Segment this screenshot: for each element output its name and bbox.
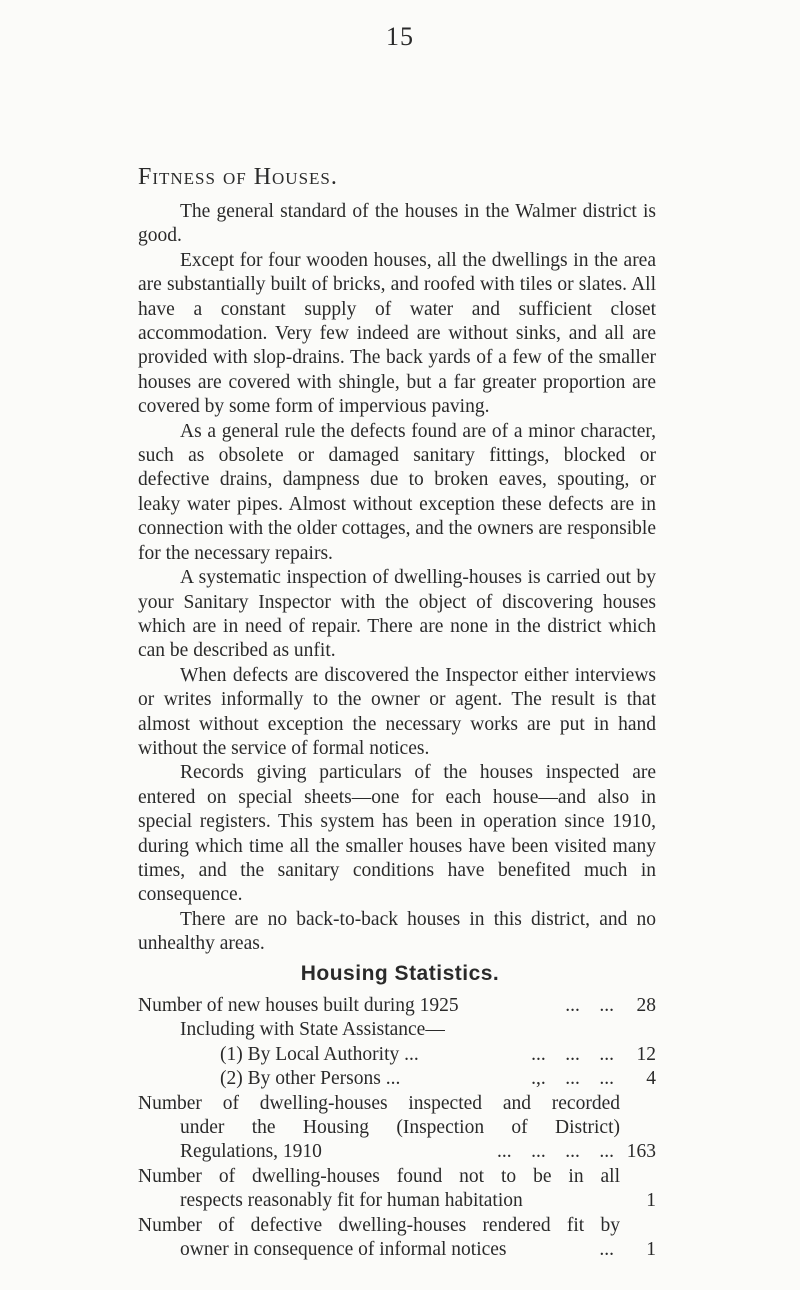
stat-line [138, 1140, 656, 1164]
stat-value: 163 [626, 1141, 656, 1163]
paragraph: When defects are discovered the Inspector either interviews or writes informally to the owner or agent. The result is that almost without exception the necessary works are put in hand without the service of formal notices. [138, 664, 656, 759]
stat-row-including [138, 1018, 656, 1042]
stat-value: 4 [646, 1068, 656, 1090]
stat-line [138, 1238, 656, 1262]
stat-value: 1 [646, 1239, 656, 1261]
paragraph: Except for four wooden houses, all the dwellings in the area are substantially built of bricks, and roofed with tiles or slates. All have a constant supply of water and sufficient closet accommodation. Very few indeed are without sinks, and all are provided with slop-drains. The back yards of a few of the smaller houses are covered with shingle, but a far greater proportion are covered by some form of impervious paving. [138, 249, 656, 418]
stat-label: Number of dwelling-houses found not to be in all [138, 1165, 620, 1187]
leader-dots: .,. ... ... [531, 1068, 614, 1090]
paragraph: There are no back-to-back houses in this district, and no unhealthy areas. [138, 908, 656, 955]
leader-dots: ... [599, 1239, 614, 1261]
stat-label: Number of dwelling-houses inspected and recorded [138, 1092, 620, 1114]
paragraph: The general standard of the houses in the Walmer district is good. [138, 201, 656, 247]
stat-line [138, 1214, 656, 1238]
stat-value: 1 [646, 1190, 656, 1212]
stat-label: (1) By Local Authority ... [220, 1043, 419, 1065]
stat-line [138, 1165, 656, 1189]
housing-statistics [138, 994, 656, 1262]
stat-line [138, 1189, 656, 1213]
stat-line [138, 1092, 656, 1116]
leader-dots: ... ... ... ... [497, 1141, 614, 1163]
paragraph: Records giving particulars of the houses inspected are entered on special sheets—one for each house—and also in special registers. This system has been in operation since 1910, during which time all the smaller houses have been visited many times, and the sanitary conditions have benefited much in consequence. [138, 762, 656, 906]
paragraph: A systematic inspection of dwelling-houses is carried out by your Sanitary Inspector with the object of discovering houses which are in need of repair. There are none in the district which can be described as unfit. [138, 567, 656, 662]
stat-label: Number of defective dwelling-houses rendered fit by [138, 1214, 620, 1236]
stat-label: (2) By other Persons ... [220, 1068, 401, 1090]
body-text [138, 200, 656, 957]
stat-label: Regulations, 1910 [180, 1141, 322, 1163]
stat-row-inspected [138, 1092, 656, 1165]
stat-value: 12 [636, 1043, 656, 1065]
page-number: 15 [386, 22, 414, 51]
paragraph: As a general rule the defects found are of a minor character, such as obsolete or damaged sanitary fittings, blocked or defective drains, dampness due to broken eaves, spouting, or leaky water pipes. Almost without exception these defects are in connection with the older cottages, and the owners are responsible for the necessary repairs. [138, 420, 656, 564]
stat-label: under the Housing (Inspection of District) [180, 1117, 620, 1139]
leader-dots: ... ... ... [531, 1043, 614, 1065]
stat-row-defective [138, 1214, 656, 1263]
stat-label: respects reasonably fit for human habitation [180, 1190, 523, 1212]
stat-label: owner in consequence of informal notices [180, 1239, 507, 1261]
leader-dots: ... ... [565, 995, 614, 1016]
stat-label: Number of new houses built during 1925 [138, 995, 459, 1016]
stat-row-new-houses [138, 994, 656, 1018]
stat-row-other-persons [138, 1067, 656, 1091]
stat-row-local-authority [138, 1043, 656, 1067]
stat-row-fit [138, 1165, 656, 1214]
stat-line [138, 1116, 656, 1140]
stats-heading: Housing Statistics. [300, 962, 500, 985]
stat-label: Including with State Assistance— [180, 1019, 445, 1041]
stat-value: 28 [636, 995, 656, 1016]
section-heading: Fitness of Houses. [138, 164, 338, 190]
